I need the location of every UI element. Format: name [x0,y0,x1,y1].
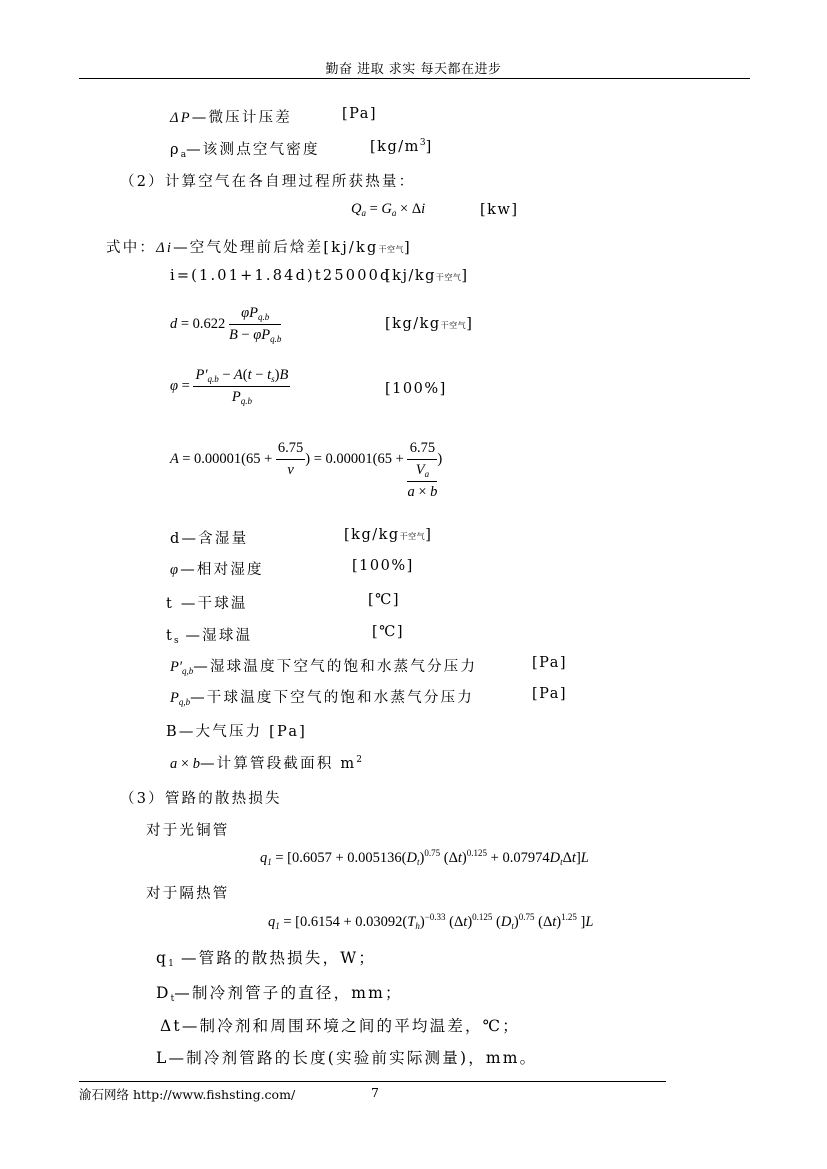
def-delta-t: Δt—制冷剂和周围环境之间的平均温差，℃； [160,1017,520,1035]
def-pqb-wet-unit: [Pa] [532,655,568,671]
a-formula: A = 0.00001(65 + $\frac{6.75}{v}$ ) = 0.00001(65 + $\frac{6.75}{\frac{V_a}{a \times b}}$ ) [170,440,443,500]
insulated-pipe-formula: $q_1 = [0.6154 + 0.03092(T_h)^{-0.33}$ $(\Delta t)^{0.125}$ $(D_t)^{0.75}$ $(\Delta t)^{1.25}$ ]L [268,912,594,931]
copper-pipe-label: 对于光铜管 [146,823,230,839]
def-l: L—制冷剂管路的长度(实验前实际测量)，mm。 [156,1049,538,1067]
section-2-title: （2）计算空气在各自理过程所获热量： [120,174,416,190]
def-d: d—含湿量 [170,531,249,547]
i-unit: [kj/kg干空气] [385,268,469,284]
insulated-pipe-label: 对于隔热管 [146,886,230,902]
def-dt: $D_t—$制冷剂管子的直径，mm； [156,984,403,1004]
def-phi: φ—相对湿度 [170,562,264,578]
def-d-unit: [kg/kg干空气] [344,527,433,543]
header-rule [79,78,750,79]
qa-formula: $Q_a = G_a \times \Delta i$ [351,201,426,218]
rho-definition: $\rho_a—$该测点空气密度 [170,142,320,160]
phi-unit: [100%] [385,381,447,397]
def-t-unit: [℃] [368,592,401,608]
qa-unit: [kw] [480,202,519,218]
def-phi-unit: [100%] [352,558,414,574]
def-q1: $q_1$ —管路的散热损失，W； [156,949,377,969]
d-formula: d = 0.622 $\frac{\varphi P_{q.b}}{B - \varphi P_{q.b}}$ [170,305,282,344]
where-di-line: 式中：Δi—空气处理前后焓差[kj/kg干空气] [106,240,412,256]
rho-unit: $[kg/m^3]$ [370,138,433,155]
def-pqb-dry: $P_{q,b}—$干球温度下空气的饱和水蒸气分压力 [170,690,475,707]
dp-definition: ΔP—微压计压差 [170,110,292,126]
phi-formula: φ = $\frac{P'_{q.b} - A(t - t_s)B}{P_{q.b}}$ [170,367,289,406]
footer-rule [79,1081,666,1082]
def-pqb-dry-unit: [Pa] [532,686,568,702]
def-pqb-wet: $P'_{q,b}—$湿球温度下空气的饱和水蒸气分压力 [170,659,478,676]
section-3-title: （3）管路的散热损失 [120,791,282,807]
page-number: 7 [371,1085,379,1100]
def-ts-unit: [℃] [372,624,405,640]
d-unit: [kg/kg干空气] [385,316,474,332]
dp-unit: [Pa] [342,106,378,122]
copper-pipe-formula: $q_1 = [0.6057 + 0.005136(D_t)^{0.75}$ $(\Delta t)^{0.125} + 0.07974D_t\Delta t]L$ [260,848,589,867]
i-formula: i=(1.01+1.84d)t25000d [170,268,392,284]
def-b: B—大气压力 [Pa] [166,724,308,740]
page-header: 勤奋 进取 求实 每天都在进步 [325,62,502,77]
def-ts: $t_s$ —湿球温 [166,628,253,646]
def-t: t —干球温 [166,596,248,612]
footer-source: 渝石网络 http://www.fishsting.com/ [79,1087,296,1102]
def-ab: a × b—计算管段截面积 $m^2$ [170,755,363,772]
